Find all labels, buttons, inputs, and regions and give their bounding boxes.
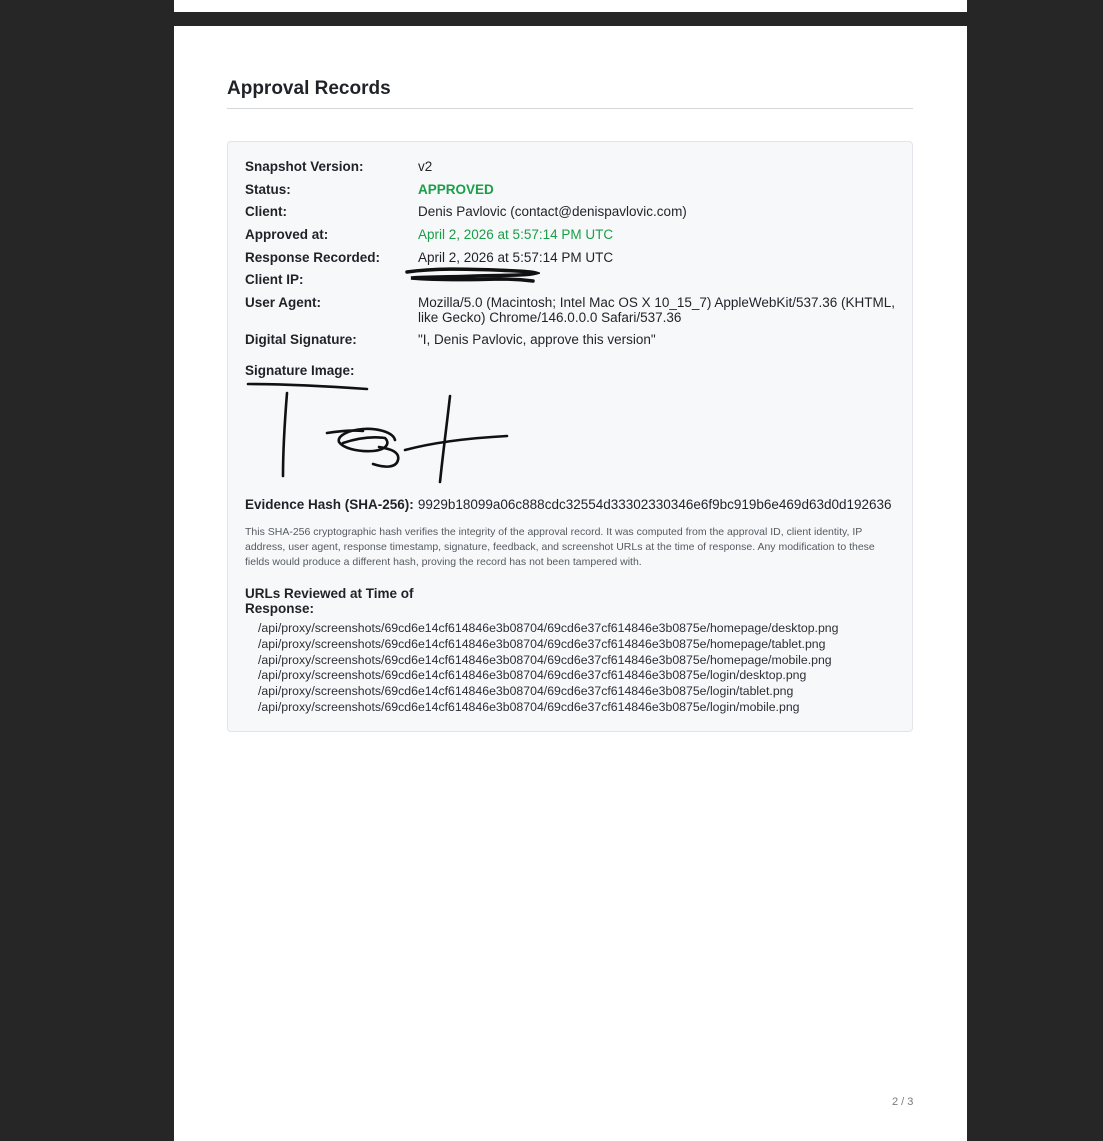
response-recorded-label: Response Recorded: (245, 250, 381, 265)
title-divider (227, 108, 913, 109)
response-recorded-value: April 2, 2026 at 5:57:14 PM UTC (418, 250, 614, 265)
redaction-scribble (405, 266, 540, 284)
signature-image-label: Signature Image: (245, 363, 355, 378)
user-agent-label: User Agent: (245, 295, 322, 310)
url-item: /api/proxy/screenshots/69cd6e14cf614846e3b08704/69cd6e37cf614846e3b0875e/login/desktop.png (258, 668, 807, 683)
snapshot-version-value: v2 (418, 159, 433, 174)
evidence-hash-label: Evidence Hash (SHA-256): (245, 497, 414, 512)
signature-image (245, 378, 515, 490)
url-item: /api/proxy/screenshots/69cd6e14cf614846e3b08704/69cd6e37cf614846e3b0875e/homepage/mobile.png (258, 652, 832, 667)
client-value: Denis Pavlovic (contact@denispavlovic.com) (418, 204, 687, 219)
previous-page-edge (174, 0, 967, 12)
client-label: Client: (245, 204, 287, 219)
approved-at-value: April 2, 2026 at 5:57:14 PM UTC (418, 227, 614, 242)
urls-reviewed-label: URLs Reviewed at Time of Response: (245, 586, 414, 616)
client-ip-label: Client IP: (245, 272, 304, 287)
approval-record-card (227, 141, 913, 732)
url-item: /api/proxy/screenshots/69cd6e14cf614846e3b08704/69cd6e37cf614846e3b0875e/login/mobile.png (258, 699, 800, 714)
user-agent-value: Mozilla/5.0 (Macintosh; Intel Mac OS X 10_15_7) AppleWebKit/537.36 (KHTML, like Gecko) Chrome/146.0.0.0 Safari/537.36 (418, 295, 895, 325)
digital-signature-value: "I, Denis Pavlovic, approve this version" (418, 332, 656, 347)
hash-explanation: This SHA-256 cryptographic hash verifies the integrity of the approval record. It was computed from the approval ID, client identity, IP address, user agent, response timestamp, signature, feedback, and screenshot URLs at the time of response. Any modification to these fields would produce a different hash, proving the record has not been tampered with. (245, 526, 875, 568)
document-page (174, 26, 967, 1141)
digital-signature-label: Digital Signature: (245, 332, 357, 347)
url-item: /api/proxy/screenshots/69cd6e14cf614846e3b08704/69cd6e37cf614846e3b0875e/login/tablet.png (258, 684, 794, 699)
url-item: /api/proxy/screenshots/69cd6e14cf614846e3b08704/69cd6e37cf614846e3b0875e/homepage/tablet.png (258, 636, 826, 651)
status-badge: APPROVED (418, 182, 494, 197)
url-item: /api/proxy/screenshots/69cd6e14cf614846e3b08704/69cd6e37cf614846e3b0875e/homepage/desktop.png (258, 621, 839, 635)
status-label: Status: (245, 182, 291, 197)
page-title: Approval Records (227, 78, 391, 99)
page-number: 2 / 3 (892, 1096, 914, 1108)
evidence-hash-value: 9929b18099a06c888cdc32554d33302330346e6f9bc919b6e469d63d0d192636 (417, 497, 892, 512)
evidence-hash-row (245, 497, 892, 512)
snapshot-version-label: Snapshot Version: (245, 159, 364, 174)
urls-reviewed-list (258, 621, 838, 716)
approved-at-label: Approved at: (245, 227, 329, 242)
